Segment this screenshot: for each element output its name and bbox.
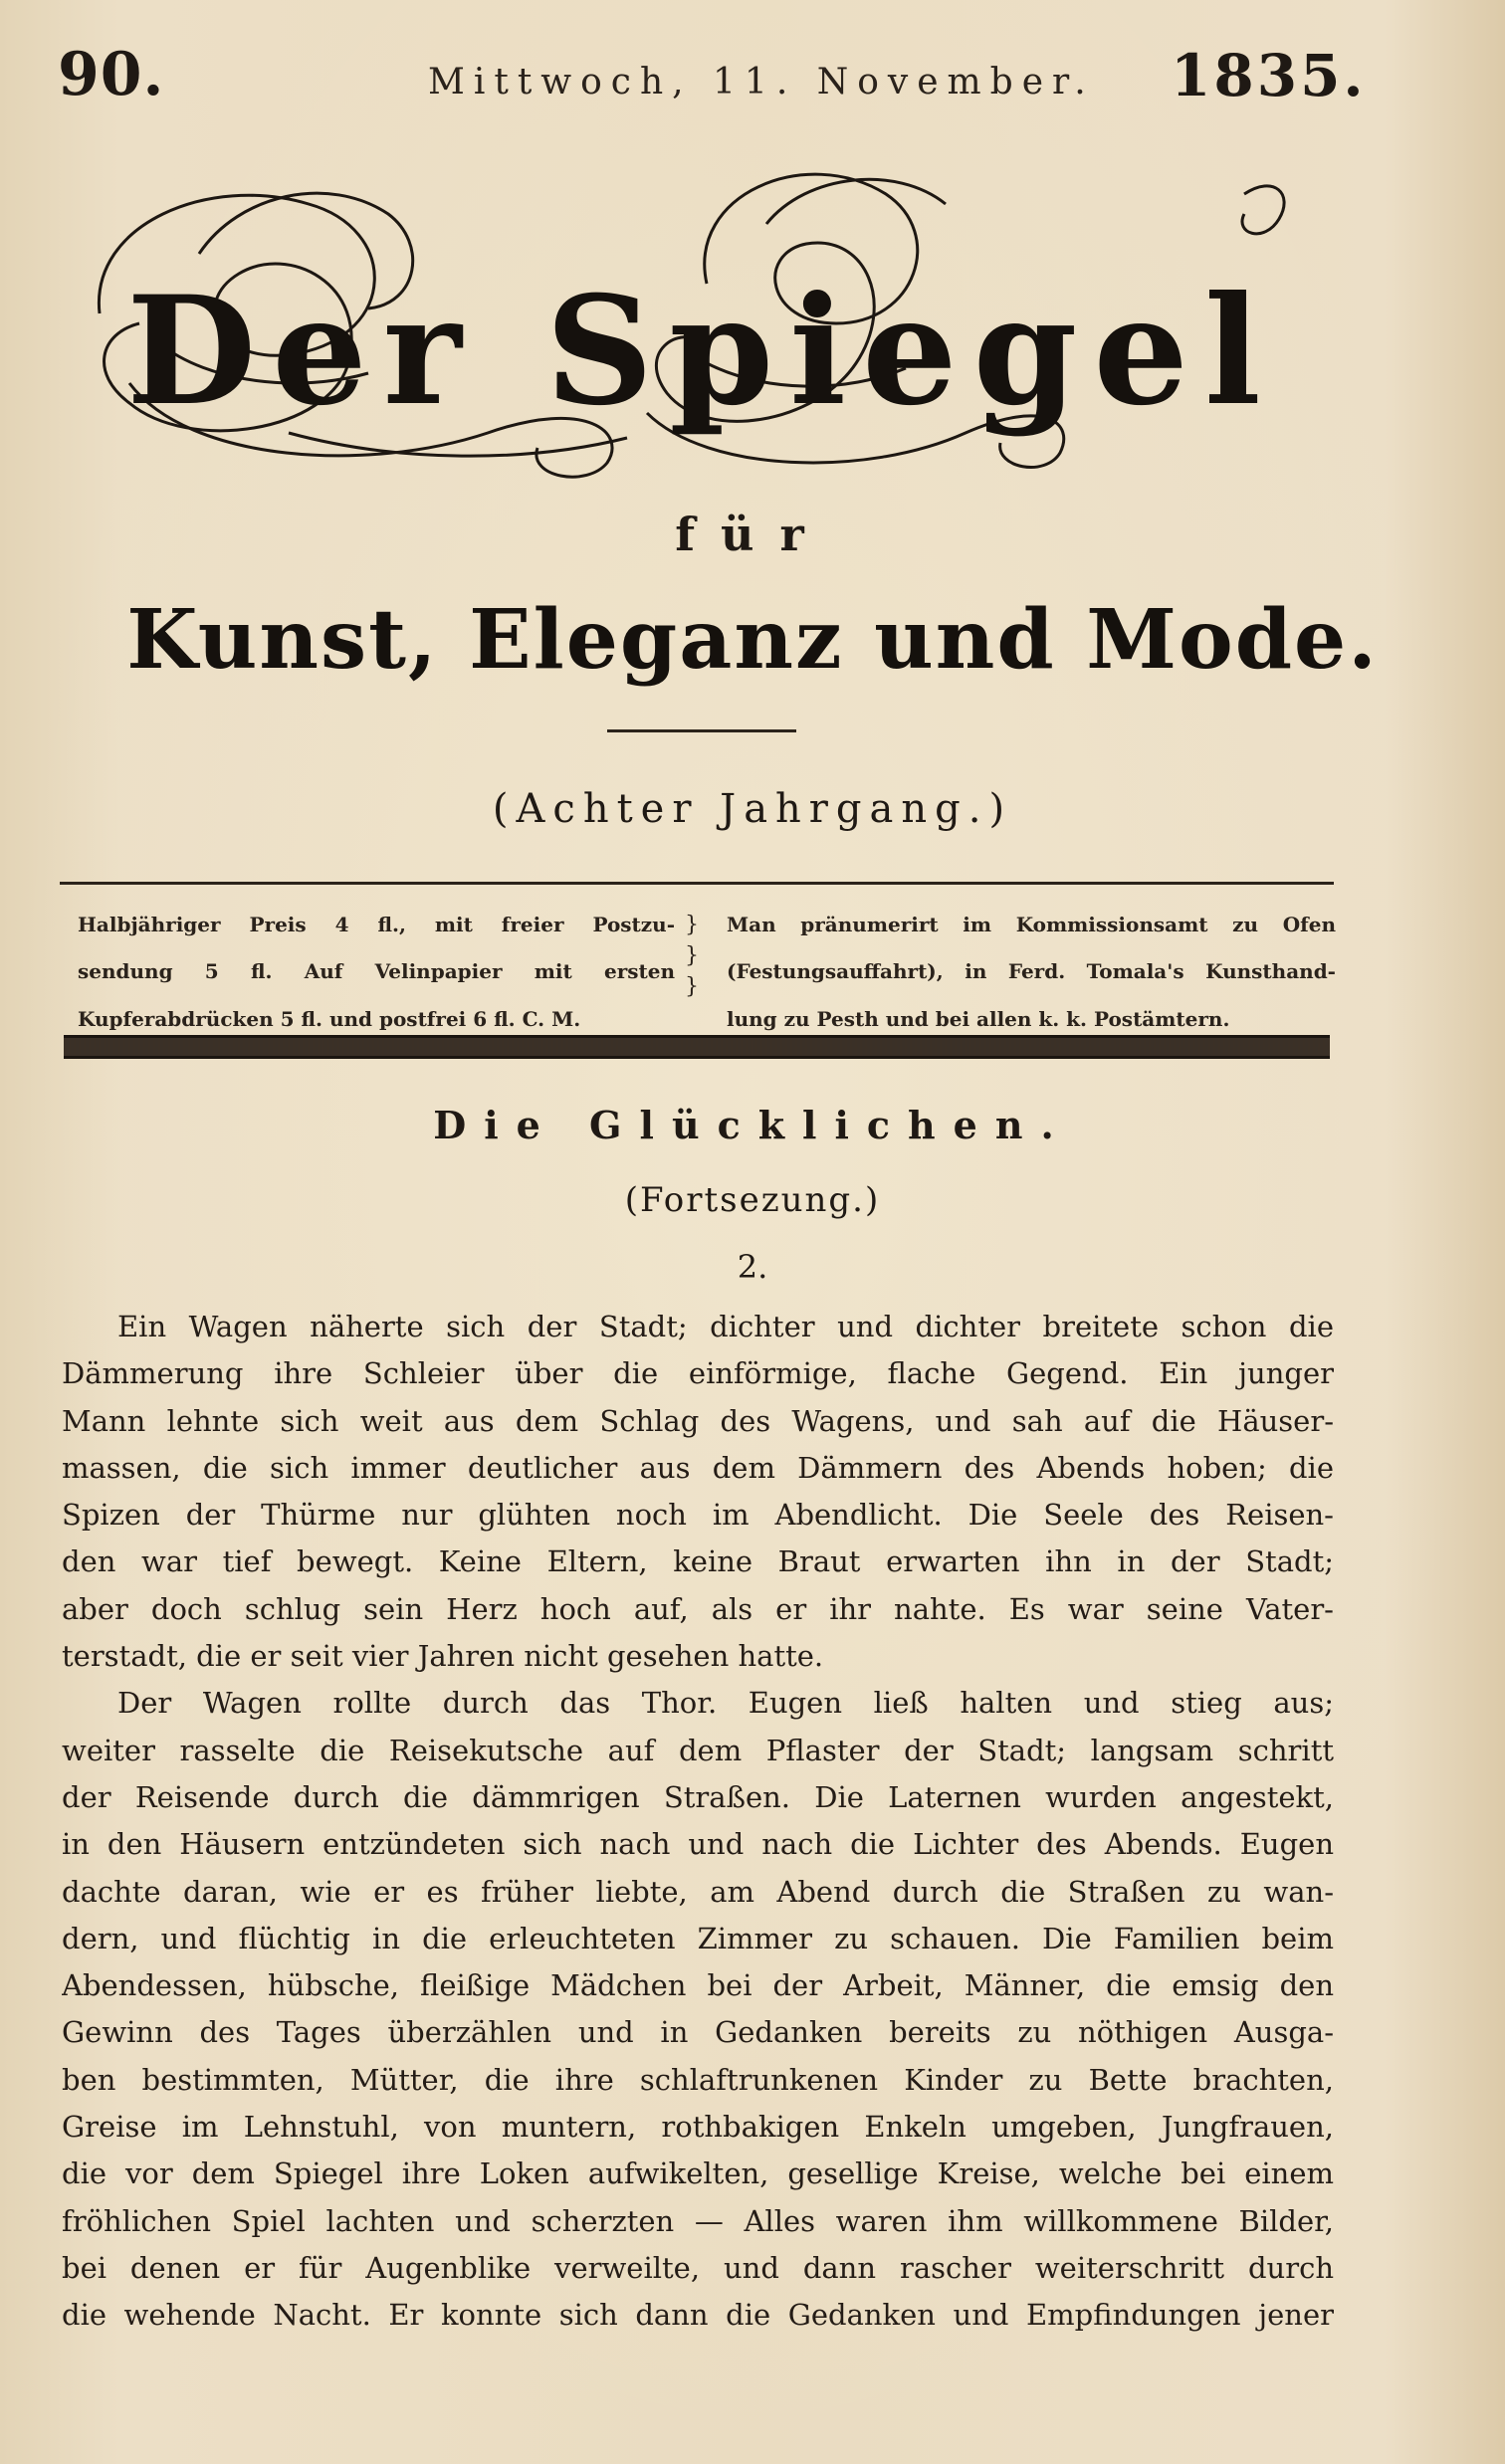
newspaper-subtitle: Kunst, Eleganz und Mode. [126, 592, 1379, 688]
info-top-rule [60, 882, 1334, 885]
text-line: massen, die sich immer deutlicher aus dem Dämmern des Abends hoben; die [62, 1450, 1334, 1485]
volume-label: (Achter Jahrgang.) [492, 786, 1013, 832]
text-line: Spizen der Thürme nur glühten noch im Abendlicht. Die Seele des Reisen- [62, 1498, 1334, 1533]
price-line: Halbjähriger Preis 4 fl., mit freier Postzu- [78, 913, 675, 936]
article-body [62, 1304, 1334, 2340]
price-line: sendung 5 fl. Auf Velinpapier mit ersten [78, 959, 675, 984]
masthead [70, 134, 1334, 503]
location-line: lung zu Pesth und bei allen k. k. Postämtern. [727, 1006, 1230, 1031]
text-line: dern, und flüchtig in die erleuchteten Zimmer zu schauen. Die Familien beim [62, 1921, 1334, 1955]
ornamental-double-rule [64, 1035, 1330, 1059]
text-line: weiter rasselte die Reisekutsche auf dem Pflaster der Stadt; langsam schritt [62, 1733, 1334, 1767]
text-line: Dämmerung ihre Schleier über die einförmige, flache Gegend. Ein junger [62, 1356, 1334, 1391]
subscription-location-info [727, 910, 1336, 1051]
title-divider [607, 729, 796, 732]
text-line: der Reisende durch die dämmrigen Straßen. Die Laternen wurden angestekt, [62, 1779, 1334, 1814]
text-line: Der Wagen rollte durch das Thor. Eugen ließ halten und stieg aus; [117, 1686, 1334, 1721]
text-line: fröhlichen Spiel lachten und scherzten — Alles waren ihm willkommene Bilder, [62, 2203, 1334, 2238]
issue-date: Mittwoch, 11. November. [428, 62, 1095, 103]
text-line: Greise im Lehnstuhl, von muntern, rothbakigen Enkeln umgeben, Jungfrauen, [62, 2110, 1334, 2145]
title-connector: für [675, 508, 830, 561]
part-number: 2. [737, 1248, 768, 1286]
text-line: in den Häusern entzündeten sich nach und nach die Lichter des Abends. Eugen [62, 1827, 1334, 1862]
text-line: ben bestimmten, Mütter, die ihre schlaftrunkenen Kinder zu Bette brachten, [62, 2062, 1334, 2097]
text-line: Gewinn des Tages überzählen und in Gedanken bereits zu nöthigen Ausga- [62, 2015, 1334, 2050]
subscription-price-info [78, 910, 675, 1051]
story-title: Die Glücklichen. [433, 1103, 1072, 1147]
brace-ornament: } } } [685, 913, 699, 999]
location-line: Man pränumerirt im Kommissionsamt zu Ofen [727, 913, 1336, 936]
text-line: dachte daran, wie er es früher liebte, am Abend durch die Straßen zu wan- [62, 1874, 1334, 1909]
text-line: Mann lehnte sich weit aus dem Schlag des Wagens, und sah auf die Häuser- [62, 1403, 1334, 1438]
text-line: den war tief bewegt. Keine Eltern, keine Braut erwarten ihn in der Stadt; [62, 1544, 1334, 1579]
text-line: terstadt, die er seit vier Jahren nicht gesehen hatte. [62, 1639, 824, 1674]
issue-number: 90. [58, 40, 165, 109]
newspaper-title: Der Spiegel [126, 264, 1277, 439]
text-line: bei denen er für Augenblike verweilte, und dann rascher weiterschritt durch [62, 2250, 1334, 2285]
continuation-label: (Fortsezung.) [624, 1180, 881, 1220]
text-line: die vor dem Spiegel ihre Loken aufwikelten, gesellige Kreise, welche bei einem [62, 2156, 1334, 2191]
issue-year: 1835. [1171, 42, 1367, 109]
text-line: die wehende Nacht. Er konnte sich dann die Gedanken und Empfindungen jener [62, 2298, 1334, 2333]
location-line: (Festungsauffahrt), in Ferd. Tomala's Kunsthand- [727, 959, 1336, 984]
header-row [0, 40, 1505, 119]
text-line: aber doch schlug sein Herz hoch auf, als er ihr nahte. Es war seine Vater- [62, 1591, 1334, 1626]
text-line: Ein Wagen näherte sich der Stadt; dichter und dichter breitete schon die [117, 1310, 1334, 1343]
price-line: Kupferabdrücken 5 fl. und postfrei 6 fl. C. M. [78, 1006, 581, 1031]
text-line: Abendessen, hübsche, fleißige Mädchen bei der Arbeit, Männer, die emsig den [62, 1968, 1334, 2003]
